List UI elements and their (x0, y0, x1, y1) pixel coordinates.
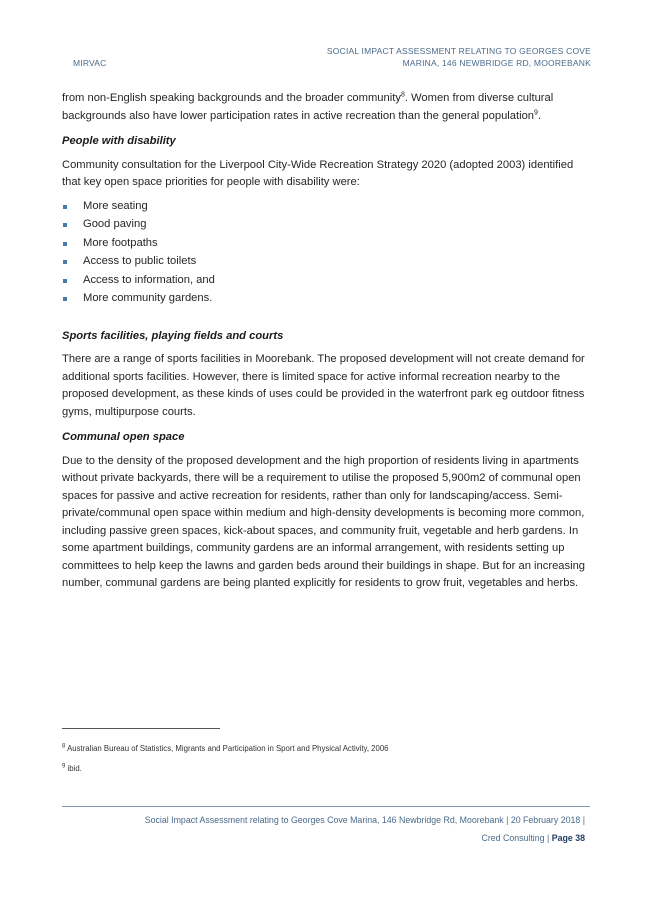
list-item (62, 235, 590, 253)
footer-document-info: Social Impact Assessment relating to Georges Cove Marina, 146 Newbridge Rd, Moorebank | 20 February 2018 | (144, 815, 585, 825)
intro-text-1: from non-English speaking backgrounds and the broader community (62, 92, 401, 104)
footnote-number: 8 (62, 743, 66, 750)
header-document-title (327, 45, 591, 69)
bullet-square-icon (63, 260, 67, 264)
footnote-8 (62, 744, 389, 753)
list-item (62, 216, 590, 234)
header-title-line-1: SOCIAL IMPACT ASSESSMENT RELATING TO GEORGES COVE (326, 46, 591, 56)
footer-consultant: Cred Consulting | (481, 833, 552, 843)
communal-open-space-paragraph: Due to the density of the proposed development and the high proportion of residents living in apartments without private backyards, there will be a requirement to utilise the proposed 5,900m2 of communal open spaces for passive and active recreation for residents, rather than only for landscaping/access. Semi-private/communal open space within medium and high-density developments is becoming more common, including passive green spaces, kick-about spaces, and community fruit, vegetable and herb gardens. In some apartment buildings, community gardens are an informal arrangement, with residents setting up committees to help keep the lawns and garden beds around their buildings in shape. But for an increasing number, communal gardens are being planted explicitly for residents to grow fruit, vegetables and herbs. (62, 454, 586, 589)
intro-text-3: . (537, 109, 542, 122)
list-item (62, 272, 590, 290)
bullet-square-icon (63, 279, 67, 283)
footnote-text: Australian Bureau of Statistics, Migrants and Participation in Sport and Physical Activity, 2006 (67, 744, 389, 753)
footnote-ref-8[interactable]: 8 (400, 91, 405, 99)
footnote-ref-9[interactable]: 9 (534, 108, 538, 116)
footnote-9 (62, 764, 82, 773)
bullet-square-icon (63, 205, 67, 209)
intro-text-2: . Women from diverse cultural backgrounds also have lower participation rates in active recreation than the general population (62, 92, 554, 122)
heading-sports-facilities: Sports facilities, playing fields and courts (62, 329, 284, 342)
bullet-square-icon (63, 223, 67, 227)
list-item (62, 253, 590, 271)
footer-page-info (481, 833, 585, 843)
list-item-text: Access to public toilets (83, 255, 197, 267)
footnote-divider (62, 728, 220, 729)
footnote-number: 9 (62, 763, 66, 770)
page-number: Page 38 (551, 833, 585, 843)
list-item-text: More community gardens. (83, 292, 213, 304)
sports-paragraph: There are a range of sports facilities in Moorebank. The proposed development will not create demand for additional sports facilities. However, there is limited space for active informal recreation nearby to the proposed development, as these kinds of uses could be provided in the waterfront park eg outdoor fitness gyms, multipurpose courts. (62, 353, 585, 418)
bullet-square-icon (63, 297, 67, 301)
list-item (62, 290, 590, 308)
footnote-text: ibid. (67, 764, 82, 773)
disability-priorities-list (62, 198, 590, 308)
disability-paragraph: Community consultation for the Liverpool City-Wide Recreation Strategy 2020 (adopted 2003) identified that key open space priorities for people with disability were: (62, 158, 574, 188)
list-item (62, 198, 590, 216)
heading-communal-open-space: Communal open space (62, 431, 185, 443)
list-item-text: Good paving (83, 218, 147, 230)
intro-paragraph (62, 90, 590, 125)
list-item-text: More footpaths (83, 236, 158, 249)
bullet-square-icon (63, 242, 67, 246)
header-client-name: MIRVAC (73, 58, 107, 68)
heading-people-with-disability: People with disability (62, 135, 176, 147)
footer-divider (62, 806, 590, 807)
header-title-line-2: MARINA, 146 NEWBRIDGE RD, MOOREBANK (402, 58, 591, 68)
page-content (62, 90, 590, 599)
list-item-text: Access to information, and (83, 273, 215, 286)
list-item-text: More seating (83, 199, 148, 212)
